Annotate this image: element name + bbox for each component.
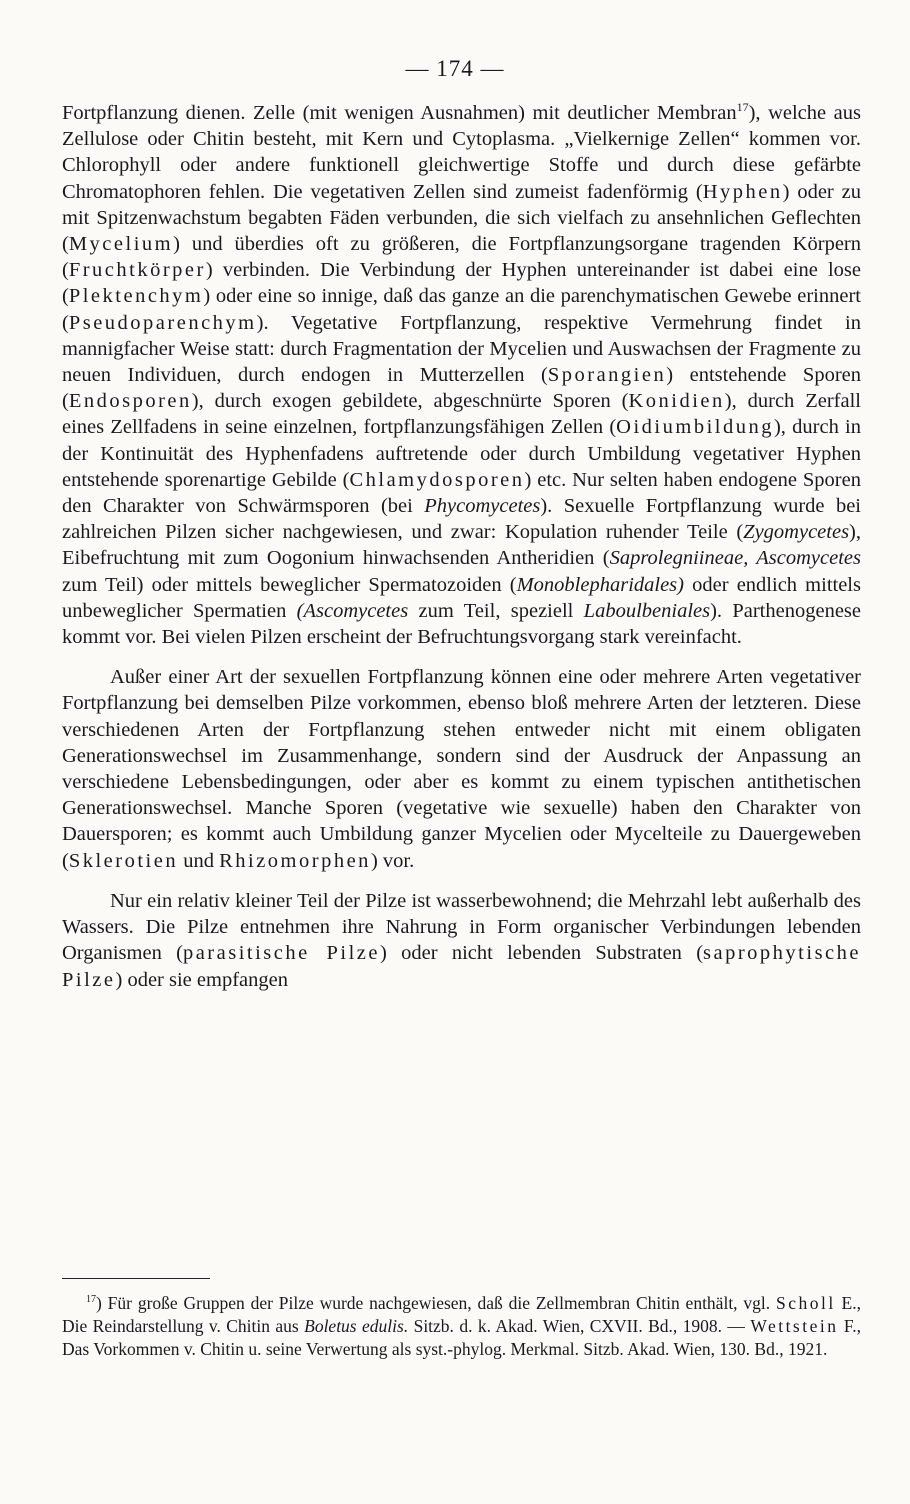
- text-run: Außer einer Art der sexuellen Fortpflanzung können eine oder mehrere Arten vegetativer Fortpflanzung bei demselben Pilze vorkommen, ebenso bloß mehrere Arten der letzteren. Diese verschiedenen Arten der Fortpflanzung stehen entweder nicht mit einem obligaten Generationswechsel im Zusammenhange, sondern sind der Ausdruck der Anpassung an verschiedene Lebensbedingungen, oder aber es kommt zu einem typischen antithetischen Generationswechsel. Manche Sporen (vegetative wie sexuelle) haben den Charakter von Dauersporen; es kommt auch Umbildung ganzer Mycelien oder Mycelteile zu Dauergeweben (: [62, 666, 861, 872]
- spaced-term: Fruchtkörper: [68, 259, 206, 282]
- text-run: Fortpflanzung dienen. Zelle (mit wenigen Ausnahmen) mit deutlicher Membran: [62, 102, 737, 124]
- footnote-17: [62, 1292, 861, 1361]
- italic-term: Zygomycetes: [743, 521, 850, 544]
- spaced-term: Sporangien: [547, 364, 667, 387]
- text-run: Sitzb. d. k. Akad. Wien, CXVII. Bd., 1908. —: [408, 1316, 751, 1336]
- text-run: ) entstehende Sporen (: [62, 364, 861, 413]
- footnote-marker: 17: [86, 1294, 96, 1306]
- spaced-term: parasitische Pilze: [182, 942, 380, 965]
- footnote: [62, 1292, 861, 1361]
- text-run: Nur ein relativ kleiner Teil der Pilze ist wasserbewohnend; die Mehrzahl lebt außerhalb des Wassers. Die Pilze entnehmen ihre Nahrung in Form organischer Verbindungen lebenden Organismen (: [62, 889, 861, 965]
- footnote-marker: 17: [736, 100, 749, 115]
- text-run: ) etc. Nur selten haben endogene Sporen den Charakter von Schwärmsporen (bei: [62, 468, 861, 518]
- text-run: ) oder sie empfangen: [115, 968, 288, 991]
- italic-term: Phycomycetes: [424, 495, 541, 518]
- spaced-term: Sklerotien: [68, 849, 179, 872]
- text-run: oder endlich mittels unbeweglicher Spermatien: [62, 573, 861, 622]
- spaced-term: Endosporen: [68, 390, 192, 413]
- spaced-term: Oidiumbildung: [616, 416, 774, 439]
- text-run: ). Parthenogenese kommt vor. Bei vielen Pilzen erscheint der Befruchtungsvorgang stark vereinfacht.: [62, 599, 861, 649]
- text-run: ). Vegetative Fortpflanzung, respektive Vermehrung findet in mannigfacher Weise statt: durch Fragmentation der Mycelien und Auswachsen der Fragmente zu neuen Individuen, durch endogen in Mutterzellen (: [62, 311, 861, 387]
- text-run: zum Teil, speziell: [408, 599, 584, 622]
- spaced-term: Pseudoparenchym: [68, 311, 257, 334]
- text-run: ), durch Zerfall eines Zellfadens in seine einzelnen, fortpflanzungsfähigen Zellen (: [62, 390, 861, 439]
- spaced-term: Hyphen: [702, 180, 783, 203]
- italic-term: Saprolegniineae, Ascomycetes: [609, 547, 862, 570]
- paragraph-3: [62, 888, 861, 993]
- spaced-term: Rhizomorphen: [219, 849, 371, 872]
- text-run: ) oder eine so innige, daß das ganze an die parenchymatischen Gewebe erinnert (: [62, 285, 861, 334]
- text-run: ) oder nicht lebenden Substraten (: [380, 942, 704, 965]
- spaced-term: Scholl: [775, 1293, 836, 1313]
- spaced-term: Mycelium: [68, 233, 174, 256]
- text-run: E., Die Reindarstellung v. Chitin aus: [62, 1293, 861, 1336]
- text-run: und: [178, 849, 220, 872]
- page-number: — 174 —: [405, 56, 505, 81]
- body-text: [62, 100, 861, 993]
- text-run: ), Eibefruchtung mit zum Oogonium hinwachsenden Antheridien (: [62, 521, 861, 570]
- italic-term: Laboulbeniales: [583, 599, 711, 622]
- text-run: ) vor.: [370, 849, 415, 872]
- spaced-term: Plektenchym: [68, 285, 204, 308]
- spaced-term: saprophytische Pilze: [62, 942, 862, 991]
- footnote-rule: [62, 1278, 210, 1279]
- text-run: ) Für große Gruppen der Pilze wurde nachgewiesen, daß die Zellmembran Chitin enthält, vgl.: [96, 1293, 776, 1313]
- text-run: ), durch exogen gebildete, abgeschnürte Sporen (: [191, 390, 629, 413]
- italic-term: (Ascomycetes: [296, 599, 409, 622]
- paragraph-1: [62, 100, 861, 650]
- text-run: ). Sexuelle Fortpflanzung wurde bei zahlreichen Pilzen sicher nachgewiesen, und zwar: Kopulation ruhender Teile (: [62, 495, 861, 544]
- text-run: ), durch in der Kontinuität des Hyphenfadens auftretende oder durch Umbildung vegetativer Hyphen entstehende sporenartige Gebilde (: [62, 416, 861, 491]
- italic-term: Monoblepharidales): [516, 573, 684, 596]
- text-run: zum Teil) oder mittels beweglicher Spermatozoiden (: [62, 573, 517, 596]
- text-run: F., Das Vorkommen v. Chitin u. seine Verwertung als syst.-phylog. Merkmal. Sitzb. Akad. Wien, 130. Bd., 1921.: [62, 1316, 861, 1359]
- spaced-term: Chlamydosporen: [349, 468, 525, 491]
- italic-term: Boletus edulis.: [304, 1316, 409, 1336]
- text-run: ), welche aus Zellulose oder Chitin besteht, mit Kern und Cytoplasma. „Vielkernige Zellen“ kommen vor. Chlorophyll oder andere funktionell gleichwertige Stoffe und durch diese gefärbte Chromatophoren fehlen. Die vegetativen Zellen sind zumeist fadenförmig (: [62, 102, 862, 203]
- text-run: ) verbinden. Die Verbindung der Hyphen untereinander ist dabei eine lose (: [62, 259, 861, 308]
- spaced-term: Konidien: [628, 390, 725, 413]
- text-run: ) oder zu mit Spitzenwachstum begabten Fäden verbunden, die sich vielfach zu ansehnlichen Geflechten (: [62, 180, 861, 256]
- spaced-term: Wettstein: [750, 1316, 839, 1336]
- paragraph-2: [62, 664, 861, 874]
- text-run: ) und überdies oft zu größeren, die Fortpflanzungsorgane tragenden Körpern (: [62, 233, 861, 282]
